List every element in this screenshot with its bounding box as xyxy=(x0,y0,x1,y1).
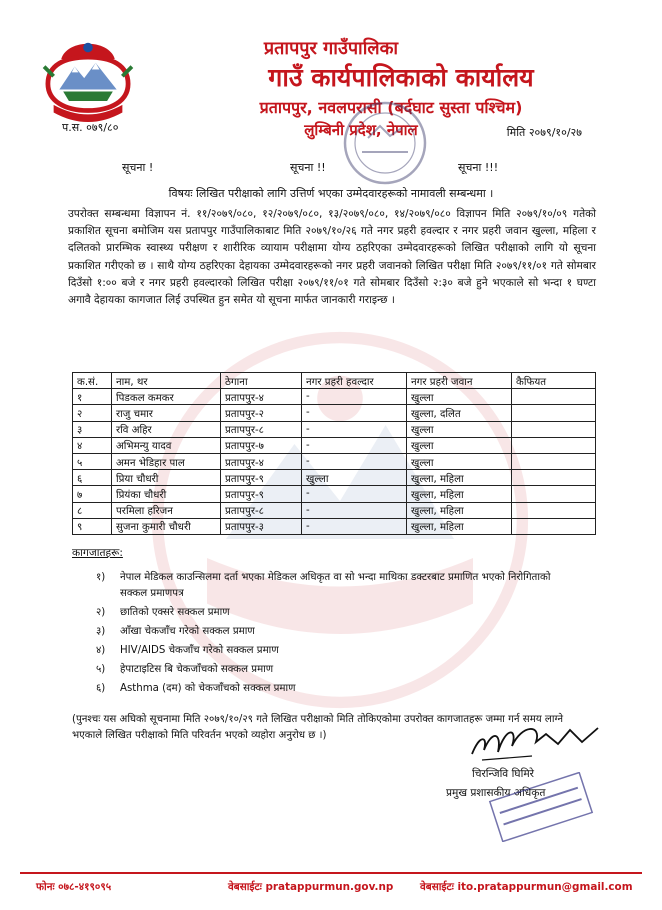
cell-jawan: खुल्ला, महिला xyxy=(407,470,512,486)
table-row xyxy=(73,518,596,534)
notice-body: उपरोक्त सम्बन्धमा विज्ञापन नं. ११/२०७९/०८०, १२/२०७९/०८०, १३/२०७९/०८०, १४/२०७९/०८० विज्ञापन मिति २०७९/१०/०९ गतेको प्रकाशित सूचना बमोजिम यस प्रतापपुर गाउँपालिकाबाट मिति २०७९/१०/२६ गते नगर प्रहरी हवल्दार र नगर प्रहरी जवान खुल्ला, महिला र दलितको प्रारम्भिक स्वास्थ्य परीक्षण र शारीरिक व्यायाम परीक्षामा योग्य ठहरिएका उम्मेदवारहरूको लिखित परीक्षाको लागि यो सूचना प्रकाशित गरीएको छ । साथै योग्य ठहरिएका देहायका उम्मेदवारहरूको नगर प्रहरी जवानको लिखित परीक्षा मिति २०७९/११/०१ गते सोमबार दिउँसो १:०० बजे र नगर प्रहरी हवल्दारको लिखित परीक्षा २०७९/११/०१ गते सोमबार दिउँसो २:३० बजे हुने भएकाले सो भन्दा १ घण्टा अगावै देहायका कागजात लिई उपस्थित हुन समेत यो सूचना मार्फत जानकारी गराइन्छ । xyxy=(68,208,596,307)
footnote: (पुनश्चः यस अघिको सूचनामा मिति २०७९/१०/२९ गते लिखित परीक्षाको मिति तोकिएकोमा उपरोक्त कागजातहरू जम्मा गर्न समय लाग्ने भएकाले लिखित परीक्षाको मिति परिवर्तन भएको व्यहोरा अनुरोध छ ।) xyxy=(72,714,563,741)
list-item xyxy=(96,662,576,678)
province-name: लुम्बिनी प्रदेश, नेपाल xyxy=(304,121,418,139)
list-item-number: ६) xyxy=(96,683,106,694)
cell-jawan: खुल्ला xyxy=(407,453,512,469)
cell-havaldar: - xyxy=(302,437,407,453)
list-item-number: २) xyxy=(96,607,106,618)
cell-serial: २ xyxy=(73,405,112,421)
cell-havaldar: खुल्ला xyxy=(302,470,407,486)
cell-serial: १ xyxy=(73,389,112,405)
cell-serial: ८ xyxy=(73,502,112,518)
cell-havaldar: - xyxy=(302,389,407,405)
notice-label-1: सूचना ! xyxy=(122,161,154,174)
cell-jawan: खुल्ला, दलित xyxy=(407,405,512,421)
table-row xyxy=(73,453,596,469)
office-seal-stamp xyxy=(330,98,440,188)
col-header-jawan: नगर प्रहरी जवान xyxy=(407,373,512,389)
table-row xyxy=(73,405,596,421)
cell-remarks xyxy=(512,389,596,405)
list-item xyxy=(96,624,576,640)
col-header-remarks: कैफियत xyxy=(512,373,596,389)
cell-havaldar: - xyxy=(302,518,407,534)
candidate-table xyxy=(72,372,596,535)
cell-havaldar: - xyxy=(302,486,407,502)
officer-stamp xyxy=(486,772,596,842)
cell-havaldar: - xyxy=(302,502,407,518)
cell-address: प्रतापपुर-९ xyxy=(221,470,302,486)
cell-serial: ९ xyxy=(73,518,112,534)
cell-name: प्रिया चौधरी xyxy=(112,470,221,486)
list-item-number: ३) xyxy=(96,626,106,637)
list-item-text: हेपाटाइटिस बि चेकजाँचको सक्कल प्रमाण xyxy=(120,664,274,675)
list-item-text: Asthma (दम) को चेकजाँचको सक्कल प्रमाण xyxy=(120,683,296,694)
cell-serial: ७ xyxy=(73,486,112,502)
notice-label-3: सूचना !!! xyxy=(458,161,499,174)
cell-address: प्रतापपुर-४ xyxy=(221,389,302,405)
subject-line: विषयः लिखित परीक्षाको लागि उत्तिर्ण भएका उम्मेदवारहरूको नामावली सम्बन्धमा । xyxy=(168,187,494,200)
list-item-number: १) xyxy=(96,572,106,583)
cell-remarks xyxy=(512,502,596,518)
cell-remarks xyxy=(512,453,596,469)
list-item xyxy=(96,643,576,659)
table-header-row xyxy=(73,373,596,389)
cell-address: प्रतापपुर-२ xyxy=(221,405,302,421)
cell-remarks xyxy=(512,421,596,437)
footer-phone: फोनः ०७८-४१९०९५ xyxy=(36,881,112,893)
cell-remarks xyxy=(512,470,596,486)
signatory-title: प्रमुख प्रशासकीय अधिकृत xyxy=(446,787,546,799)
cell-serial: ३ xyxy=(73,421,112,437)
cell-serial: ४ xyxy=(73,437,112,453)
cell-jawan: खुल्ला xyxy=(407,437,512,453)
table-row xyxy=(73,421,596,437)
issue-date: मिति २०७९/१०/२७ xyxy=(506,126,582,139)
cell-remarks xyxy=(512,518,596,534)
documents-heading: कागजातहरू: xyxy=(72,547,123,559)
footer-email: वेबसाईटः ito.pratappurmun@gmail.com xyxy=(420,881,633,893)
cell-havaldar: - xyxy=(302,421,407,437)
cell-address: प्रतापपुर-३ xyxy=(221,518,302,534)
list-item-text: आँखा चेकजाँच गरेको सक्कल प्रमाण xyxy=(120,626,255,637)
col-header-name: नाम, थर xyxy=(112,373,221,389)
list-item xyxy=(96,605,576,621)
cell-address: प्रतापपुर-७ xyxy=(221,437,302,453)
table-row xyxy=(73,389,596,405)
cell-address: प्रतापपुर-८ xyxy=(221,421,302,437)
table-row xyxy=(73,486,596,502)
cell-address: प्रतापपुर-४ xyxy=(221,453,302,469)
table-body xyxy=(73,389,596,535)
cell-name: प्रियंका चौधरी xyxy=(112,486,221,502)
documents-list xyxy=(96,570,576,700)
cell-remarks xyxy=(512,405,596,421)
cell-havaldar: - xyxy=(302,453,407,469)
list-item xyxy=(96,570,576,602)
reference-number: प.स. ०७९/८० xyxy=(62,121,119,134)
list-item-text: HIV/AIDS चेकजाँच गरेको सक्कल प्रमाण xyxy=(120,645,279,656)
notice-label-2: सूचना !! xyxy=(290,161,326,174)
col-header-havaldar: नगर प्रहरी हवल्दार xyxy=(302,373,407,389)
cell-name: अमन भेडिहार पाल xyxy=(112,453,221,469)
handwritten-signature xyxy=(462,716,612,766)
cell-name: सुजना कुमारी चौधरी xyxy=(112,518,221,534)
cell-jawan: खुल्ला, महिला xyxy=(407,502,512,518)
cell-jawan: खुल्ला xyxy=(407,389,512,405)
col-header-serial: क.सं. xyxy=(73,373,112,389)
cell-serial: ६ xyxy=(73,470,112,486)
signatory-name: चिरन्जिवि घिमिरे xyxy=(472,768,534,780)
cell-jawan: खुल्ला, महिला xyxy=(407,518,512,534)
table-row xyxy=(73,470,596,486)
office-title: गाउँ कार्यपालिकाको कार्यालय xyxy=(268,63,534,92)
cell-address: प्रतापपुर-८ xyxy=(221,502,302,518)
table-row xyxy=(73,437,596,453)
cell-remarks xyxy=(512,437,596,453)
cell-jawan: खुल्ला, महिला xyxy=(407,486,512,502)
list-item-text: छातिको एक्सरे सक्कल प्रमाण xyxy=(120,607,230,618)
cell-name: परमिला हरिजन xyxy=(112,502,221,518)
cell-address: प्रतापपुर-९ xyxy=(221,486,302,502)
cell-name: रवि अहिर xyxy=(112,421,221,437)
table-row xyxy=(73,502,596,518)
office-address: प्रतापपुर, नवलपरासी (बर्दघाट सुस्ता पश्चिम) xyxy=(259,98,523,117)
list-item-text: नेपाल मेडिकल काउन्सिलमा दर्ता भएका मेडिकल अधिकृत वा सो भन्दा माथिका डक्टरबाट प्रमाणित भएको निरोगिताको सक्कल प्रमाणपत्र xyxy=(120,572,551,599)
cell-name: पिडकल कमकर xyxy=(112,389,221,405)
cell-remarks xyxy=(512,486,596,502)
municipality-name: प्रतापपुर गाउँपालिका xyxy=(263,38,399,59)
cell-jawan: खुल्ला xyxy=(407,421,512,437)
cell-havaldar: - xyxy=(302,405,407,421)
col-header-address: ठेगाना xyxy=(221,373,302,389)
list-item xyxy=(96,681,576,697)
footer-website: वेबसाईटः pratappurmun.gov.np xyxy=(228,881,394,893)
cell-serial: ५ xyxy=(73,453,112,469)
cell-name: राजु चमार xyxy=(112,405,221,421)
cell-name: अभिमन्यु यादव xyxy=(112,437,221,453)
list-item-number: ४) xyxy=(96,645,106,656)
footer-divider xyxy=(20,872,642,874)
list-item-number: ५) xyxy=(96,664,106,675)
